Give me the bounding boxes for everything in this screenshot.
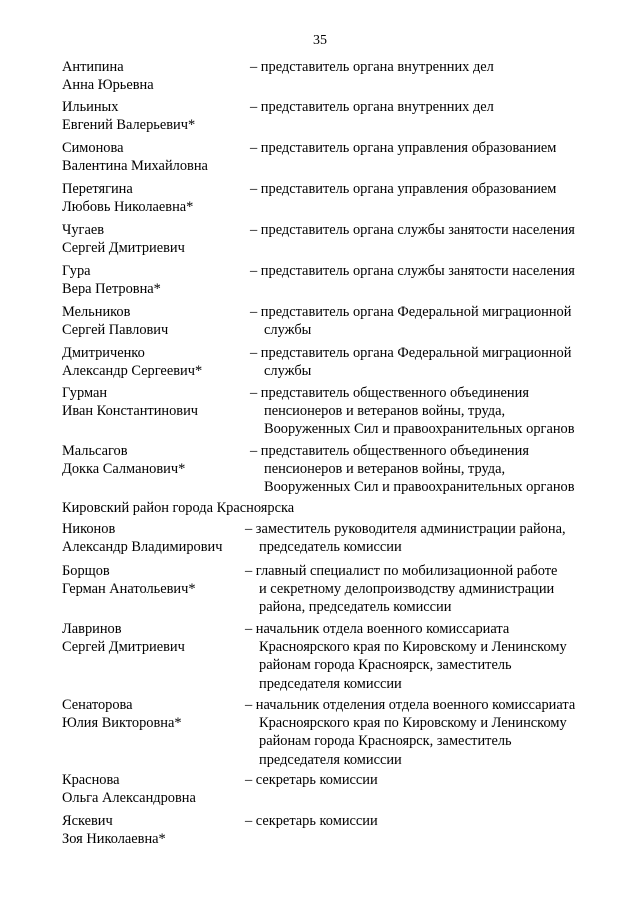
member-role xyxy=(250,262,575,280)
member-name xyxy=(62,98,252,134)
member-given-names: Сергей Дмитриевич xyxy=(62,240,185,257)
member-role-line: – начальник отделения отдела военного комиссариата xyxy=(245,697,576,713)
member-name xyxy=(62,442,252,478)
member-name xyxy=(62,139,252,175)
member-given-names: Евгений Валерьевич* xyxy=(62,117,196,134)
member-given-names: Докка Салманович* xyxy=(62,461,186,478)
member-name xyxy=(62,58,252,94)
member-name xyxy=(62,303,252,339)
member-role-line: района, председатель комиссии xyxy=(259,599,452,616)
member-role-line: Красноярского края по Кировскому и Ленинскому xyxy=(259,639,567,656)
member-role xyxy=(250,384,575,439)
member-name xyxy=(62,344,252,380)
member-role-line: – представитель органа службы занятости населения xyxy=(250,222,575,238)
member-role-line: – представитель органа управления образованием xyxy=(250,181,557,197)
member-given-names: Иван Константинович xyxy=(62,403,199,420)
member-surname: Никонов xyxy=(62,521,116,537)
member-role xyxy=(250,344,571,380)
member-role-line: Вооруженных Сил и правоохранительных органов xyxy=(264,421,575,438)
member-name xyxy=(62,562,252,598)
member-name xyxy=(62,221,252,257)
member-role-line: – представитель органа внутренних дел xyxy=(250,99,494,115)
member-given-names: Ольга Александровна xyxy=(62,790,196,807)
member-name xyxy=(62,696,252,732)
member-role-line: председателя комиссии xyxy=(259,751,402,768)
member-role xyxy=(250,442,575,497)
member-given-names: Сергей Дмитриевич xyxy=(62,639,185,656)
member-role-line: и секретному делопроизводству администрации xyxy=(259,581,555,598)
member-role-line: районам города Красноярск, заместитель xyxy=(259,733,512,750)
member-surname: Яскевич xyxy=(62,813,113,829)
member-given-names: Александр Сергеевич* xyxy=(62,363,203,380)
member-name xyxy=(62,384,252,420)
member-role xyxy=(245,520,566,556)
member-role xyxy=(245,620,567,693)
member-given-names: Вера Петровна* xyxy=(62,281,161,298)
member-role-line: службы xyxy=(264,363,312,380)
member-role-line: – представитель органа Федеральной миграционной xyxy=(250,345,572,361)
member-given-names: Зоя Николаевна* xyxy=(62,831,166,848)
member-role-line: – секретарь комиссии xyxy=(245,772,378,788)
member-surname: Антипина xyxy=(62,59,124,75)
member-role-line: Вооруженных Сил и правоохранительных органов xyxy=(264,479,575,496)
member-name xyxy=(62,771,252,807)
page-number: 35 xyxy=(313,33,327,48)
member-given-names: Валентина Михайловна xyxy=(62,158,208,175)
member-role xyxy=(250,303,571,339)
member-role xyxy=(245,696,575,769)
member-role-line: службы xyxy=(264,322,312,339)
member-role-line: – представитель органа службы занятости населения xyxy=(250,263,575,279)
member-given-names: Любовь Николаевна* xyxy=(62,199,194,216)
member-given-names: Герман Анатольевич* xyxy=(62,581,196,598)
member-role-line: – представитель общественного объединения xyxy=(250,443,529,459)
member-role xyxy=(250,58,494,76)
member-role-line: – представитель органа Федеральной миграционной xyxy=(250,304,572,320)
member-name xyxy=(62,812,252,848)
member-role xyxy=(245,562,557,617)
member-role-line: – представитель общественного объединения xyxy=(250,385,529,401)
member-name xyxy=(62,620,252,656)
member-surname: Лавринов xyxy=(62,621,122,637)
member-surname: Дмитриченко xyxy=(62,345,145,361)
member-role-line: – начальник отдела военного комиссариата xyxy=(245,621,510,637)
member-surname: Мельников xyxy=(62,304,131,320)
member-role xyxy=(245,812,378,830)
member-name xyxy=(62,520,252,556)
member-name xyxy=(62,262,252,298)
member-role-line: председатель комиссии xyxy=(259,539,402,556)
member-surname: Перетягина xyxy=(62,181,133,197)
member-role xyxy=(250,180,556,198)
member-role-line: районам города Красноярск, заместитель xyxy=(259,657,512,674)
member-surname: Сенаторова xyxy=(62,697,133,713)
member-role-line: – представитель органа управления образованием xyxy=(250,140,557,156)
member-surname: Краснова xyxy=(62,772,120,788)
member-surname: Борщов xyxy=(62,563,110,579)
member-surname: Гура xyxy=(62,263,91,279)
member-role-line: – главный специалист по мобилизационной работе xyxy=(245,563,558,579)
member-role-line: пенсионеров и ветеранов войны, труда, xyxy=(264,461,506,478)
member-role-line: председателя комиссии xyxy=(259,675,402,692)
section-heading: Кировский район города Красноярска xyxy=(62,500,295,516)
member-surname: Ильиных xyxy=(62,99,119,115)
member-role-line: – заместитель руководителя администрации района, xyxy=(245,521,566,537)
member-role xyxy=(250,221,575,239)
member-role-line: – секретарь комиссии xyxy=(245,813,378,829)
member-role xyxy=(250,98,494,116)
member-given-names: Сергей Павлович xyxy=(62,322,169,339)
member-role xyxy=(250,139,556,157)
member-surname: Гурман xyxy=(62,385,108,401)
member-surname: Мальсагов xyxy=(62,443,128,459)
member-given-names: Юлия Викторовна* xyxy=(62,715,182,732)
member-given-names: Александр Владимирович xyxy=(62,539,223,556)
member-role-line: пенсионеров и ветеранов войны, труда, xyxy=(264,403,506,420)
member-surname: Чугаев xyxy=(62,222,105,238)
member-name xyxy=(62,180,252,216)
member-role-line: – представитель органа внутренних дел xyxy=(250,59,494,75)
member-role-line: Красноярского края по Кировскому и Ленинскому xyxy=(259,715,567,732)
member-given-names: Анна Юрьевна xyxy=(62,77,154,94)
member-surname: Симонова xyxy=(62,140,124,156)
member-role xyxy=(245,771,378,789)
